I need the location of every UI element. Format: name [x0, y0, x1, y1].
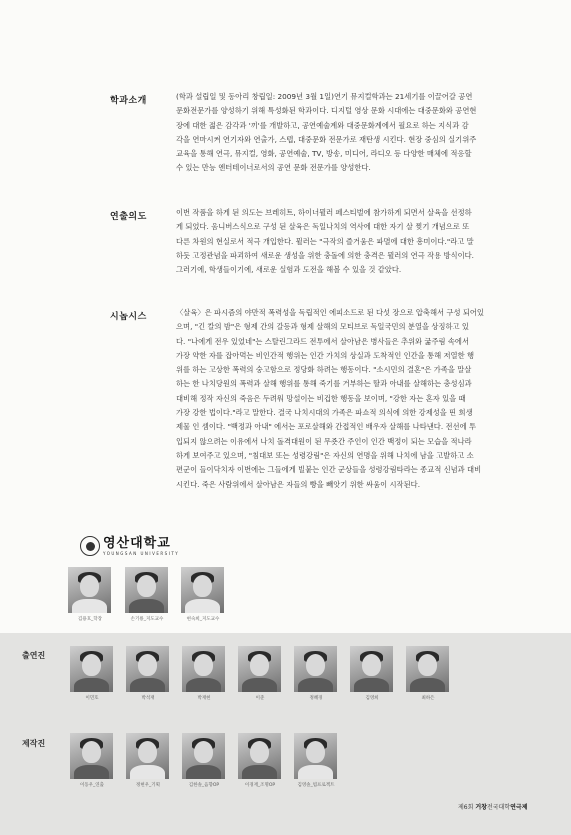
cast-photo — [182, 646, 225, 692]
section-title-direction: 연출의도 — [110, 212, 147, 222]
section-body-intro — [176, 90, 528, 176]
text-line: 하게 보여주고 있으며, "침대보 또는 성령강림"은 자신의 연명을 위해 나치에 남을 고발하고 소 — [176, 450, 474, 460]
crew-photo — [70, 733, 113, 779]
cast-caption: 박재현 — [197, 696, 211, 701]
text-line: 〈살육〉은 파시즘의 야만적 폭력성을 독립적인 에피소드로 된 다섯 장으로 압축해서 구성 되어있 — [176, 308, 484, 317]
festival-footer — [458, 802, 528, 811]
footer-middle: 전국대학 — [486, 804, 511, 811]
text-line: 하는 한 나치당원의 폭력과 살해 행위를 통해 죽기를 거부하는 딸과 아내를 살해하는 충성심과 — [176, 379, 472, 389]
cast-caption: 정혜경 — [309, 696, 323, 701]
text-line: 가장 강한 법이다."라고 말한다. 결국 나치시대의 가족은 파쇼적 의식에 의한 강제성을 띤 희생 — [176, 408, 473, 418]
footer-suffix: 연극제 — [510, 804, 528, 811]
university-name-en: YOUNGSAN UNIVERSITY — [103, 550, 180, 556]
text-line: 다른 차원의 현실로서 적극 개입한다. 뮐러는 "극작의 즐거움은 파멸에 대한 흥미이다."라고 말 — [176, 236, 474, 246]
text-line: 하듯 고정관념을 파괴하여 새로운 생성을 위한 충돌에 의한 충격은 뮐러의 연극 작용 방식이다. — [176, 250, 475, 260]
crew-label: 제작진 — [22, 739, 46, 748]
cast-photo — [126, 646, 169, 692]
section-title-intro: 학과소개 — [110, 96, 147, 106]
university-logo — [80, 536, 179, 556]
crew-caption: 정현우_기획 — [136, 783, 160, 788]
text-line: 으며, "긴 칼의 밤"은 형제 간의 갈등과 형제 살해의 모티브로 독일국민의 분열을 상징하고 있 — [176, 322, 469, 332]
faculty-photo — [125, 567, 168, 613]
cast-caption: 이민호 — [85, 696, 99, 701]
text-line: 가장 약한 자를 잡아먹는 비인간적 행위는 인간 가치의 상실과 도착적인 인간을 통해 저열한 행 — [176, 350, 475, 360]
text-line: 위를 하는 고상한 폭력의 숭고함으로 정당화 하려는 행동이다. "소시민의 결혼"은 가족을 말살 — [176, 365, 472, 375]
faculty-caption: 손기룡_지도교수 — [130, 617, 164, 622]
section-body-synopsis — [176, 306, 528, 492]
crew-photo — [182, 733, 225, 779]
footer-festival: 거창 — [475, 804, 487, 811]
crew-caption: 김한솔_음향OP — [188, 783, 220, 788]
text-line: 제물 인 셈이다. "백정과 아내" 에서는 포로살해와 간접적인 배우자 살해를 나타낸다. 전선에 투 — [176, 422, 476, 432]
text-line: 각을 연마시켜 연기자와 연출가, 스텝, 대중문화 전문가로 재탄생 시킨다. 현장 중심의 실기위주 — [176, 134, 477, 144]
text-line: 다. "나에게 전우 있었네"는 스탈린그라드 전투에서 살아남은 병사들은 추위와 굶주림 속에서 — [176, 336, 470, 346]
cast-photo — [350, 646, 393, 692]
crew-photo — [294, 733, 337, 779]
text-line: 이번 작품을 하게 된 의도는 브레히트, 하이너뮐러 페스티벌에 참가하게 되면서 살육을 선정하 — [176, 208, 472, 217]
faculty-photo — [181, 567, 224, 613]
crew-caption: 김영솔_빔프로젝트 — [297, 783, 335, 788]
cast-caption: 김영희 — [365, 696, 379, 701]
cast-label: 출연진 — [22, 651, 46, 660]
section-body-direction — [176, 206, 528, 277]
cast-photo — [406, 646, 449, 692]
crew-caption: 이동우_연출 — [80, 783, 104, 788]
text-line: 그러기에, 학생들이기에, 새로운 실험과 도전을 해볼 수 있을 것 같았다. — [176, 265, 402, 275]
faculty-caption: 현숙희_지도교수 — [186, 617, 220, 622]
crew-caption: 이경재_조명OP — [244, 783, 276, 788]
university-name: 영산대학교 — [103, 535, 171, 551]
text-line: 문화전문가를 양성하기 위해 특성화된 학과이다. 디지털 영상 문화 시대에는 대중문화와 공연현 — [176, 106, 477, 116]
text-line: 시킨다. 죽은 사람위에서 살아남은 자들의 빵을 빼앗기 위한 싸움이 시작된다. — [176, 479, 421, 489]
text-line: (학과 설립일 및 동아리 창립일: 2009년 3월 1일)연기 뮤지컬학과는 21세기를 이끌어갈 공연 — [176, 92, 473, 101]
text-line: 교육을 통해 연극, 뮤지컬, 영화, 공연예술, TV, 방송, 미디어, 라디오 등 다양한 매체에 적응할 — [176, 149, 472, 159]
text-line: 장에 대한 젊은 감각과 '끼'를 개발하고, 공연예술계와 대중문화계에서 필요로 하는 지식과 감 — [176, 120, 469, 130]
text-line: 편군이 들이닥치자 이번에는 그들에게 빌붙는 인간 군상들을 성령강림타라는 종교적 신념과 대비 — [176, 465, 482, 475]
crew-photo — [238, 733, 281, 779]
crew-photo — [126, 733, 169, 779]
text-line: 게 되었다. 옴니버스식으로 구성 된 살육은 독일나치의 역사에 대한 자기 살 찢기 개념으로 또 — [176, 222, 470, 232]
text-line: 수 있는 만능 엔터테이너로서의 공연 문화 전문가를 양성한다. — [176, 163, 371, 173]
footer-prefix: 제6회 — [458, 804, 476, 811]
faculty-photo — [68, 567, 111, 613]
text-line: 대비해 정작 자신의 죽음은 두려워 망설이는 비겁한 행동을 보이며, "강한 자는 혼자 있을 때 — [176, 393, 466, 403]
cast-photo — [294, 646, 337, 692]
cast-caption: 최하은 — [421, 696, 435, 701]
cast-photo — [238, 646, 281, 692]
cast-caption: 박석재 — [141, 696, 155, 701]
university-seal-icon — [80, 536, 100, 556]
text-line: 입되지 않으려는 이유에서 나치 돌격대원이 된 무죳간 주인이 인간 백정이 되는 모습을 적나라 — [176, 436, 472, 446]
cast-photo — [70, 646, 113, 692]
section-title-synopsis: 시놉시스 — [110, 312, 147, 322]
faculty-caption: 김용호_학장 — [78, 617, 102, 622]
cast-caption: 이준 — [255, 696, 265, 701]
